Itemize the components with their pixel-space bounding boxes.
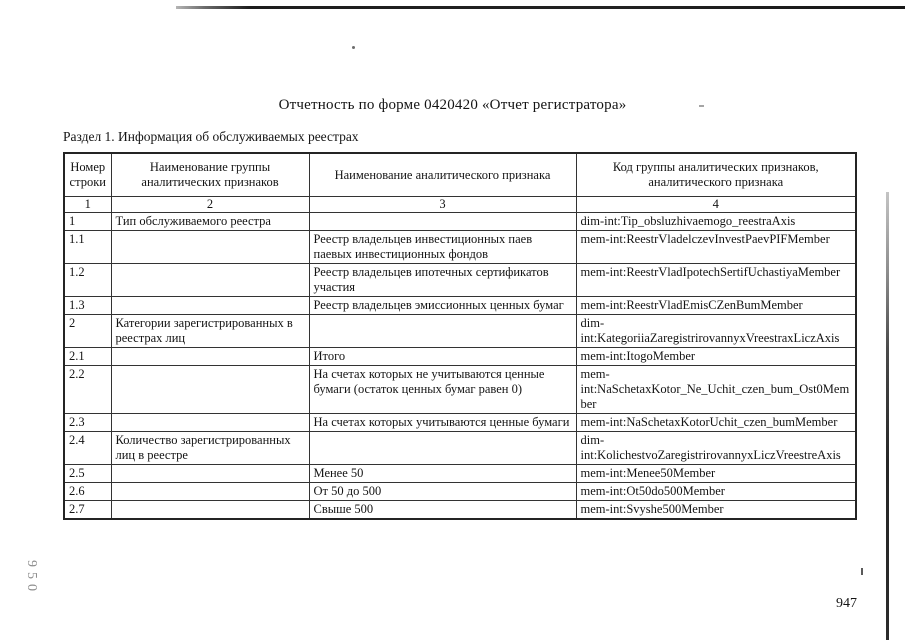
page-title: Отчетность по форме 0420420 «Отчет регистратора»: [278, 97, 627, 113]
code-cell: mem-int:ItogoMember: [576, 348, 856, 366]
side-page-marking: 950: [24, 560, 39, 596]
feature-name-cell: Реестр владельцев эмиссионных ценных бумаг: [309, 297, 576, 315]
table-row: [64, 432, 856, 465]
code-cell: mem-int:ReestrVladelczevInvestPaevPIFMember: [576, 231, 856, 264]
table-row: [64, 264, 856, 297]
row-number-cell: 1: [64, 213, 111, 231]
group-name-cell: [111, 348, 309, 366]
table-row: [64, 483, 856, 501]
feature-name-cell: [309, 432, 576, 465]
row-number-cell: 2: [64, 315, 111, 348]
code-cell: mem-int:NaSchetaxKotorUchit_czen_bumMember: [576, 414, 856, 432]
table-row: [64, 414, 856, 432]
code-cell: dim-int:KolichestvoZaregistrirovannyxLiczVreestreAxis: [576, 432, 856, 465]
feature-name-cell: От 50 до 500: [309, 483, 576, 501]
group-name-cell: [111, 465, 309, 483]
table-row: [64, 231, 856, 264]
code-cell: mem-int:ReestrVladIpotechSertifUchastiyaMember: [576, 264, 856, 297]
table-row: [64, 348, 856, 366]
code-cell: mem-int:Ot50do500Member: [576, 483, 856, 501]
table-row: [64, 366, 856, 414]
scan-speck: [352, 46, 355, 49]
group-name-cell: [111, 366, 309, 414]
feature-name-cell: Реестр владельцев ипотечных сертификатов участия: [309, 264, 576, 297]
code-cell: mem-int:ReestrVladEmisCZenBumMember: [576, 297, 856, 315]
table-row: [64, 501, 856, 520]
table-header-row: [64, 153, 856, 197]
row-number-cell: 1.3: [64, 297, 111, 315]
feature-name-cell: Свыше 500: [309, 501, 576, 520]
row-number-cell: 2.3: [64, 414, 111, 432]
header-feature-name: Наименование аналитического признака: [309, 153, 576, 197]
row-number-cell: 2.7: [64, 501, 111, 520]
column-number-4: 4: [576, 197, 856, 213]
scan-speck: [861, 568, 863, 575]
row-number-cell: 1.2: [64, 264, 111, 297]
group-name-cell: [111, 483, 309, 501]
table-body: [64, 213, 856, 520]
group-name-cell: Категории зарегистрированных в реестрах лиц: [111, 315, 309, 348]
group-name-cell: [111, 414, 309, 432]
feature-name-cell: На счетах которых учитываются ценные бумаги: [309, 414, 576, 432]
registry-table: [63, 152, 857, 520]
group-name-cell: [111, 297, 309, 315]
row-number-cell: 2.6: [64, 483, 111, 501]
header-code: Код группы аналитических признаков, аналитического признака: [576, 153, 856, 197]
group-name-cell: [111, 264, 309, 297]
table-row: [64, 297, 856, 315]
header-row-number: Номер строки: [64, 153, 111, 197]
registry-table-wrapper: [63, 152, 857, 520]
column-number-3: 3: [309, 197, 576, 213]
row-number-cell: 2.4: [64, 432, 111, 465]
code-cell: mem-int:NaSchetaxKotor_Ne_Uchit_czen_bum_Ost0Member: [576, 366, 856, 414]
group-name-cell: Тип обслуживаемого реестра: [111, 213, 309, 231]
section-label: Раздел 1. Информация об обслуживаемых реестрах: [63, 129, 359, 144]
row-number-cell: 2.2: [64, 366, 111, 414]
feature-name-cell: Итого: [309, 348, 576, 366]
table-row: [64, 315, 856, 348]
row-number-cell: 1.1: [64, 231, 111, 264]
code-cell: dim-int:Tip_obsluzhivaemogo_reestraAxis: [576, 213, 856, 231]
feature-name-cell: На счетах которых не учитываются ценные бумаги (остаток ценных бумаг равен 0): [309, 366, 576, 414]
feature-name-cell: Реестр владельцев инвестиционных паев паевых инвестиционных фондов: [309, 231, 576, 264]
row-number-cell: 2.5: [64, 465, 111, 483]
feature-name-cell: [309, 213, 576, 231]
header-group-name: Наименование группы аналитических признаков: [111, 153, 309, 197]
code-cell: mem-int:Menee50Member: [576, 465, 856, 483]
feature-name-cell: Менее 50: [309, 465, 576, 483]
scan-right-edge-line: [886, 192, 889, 640]
group-name-cell: [111, 231, 309, 264]
column-number-2: 2: [111, 197, 309, 213]
table-header: [64, 153, 856, 213]
column-number-row: [64, 197, 856, 213]
feature-name-cell: [309, 315, 576, 348]
row-number-cell: 2.1: [64, 348, 111, 366]
group-name-cell: Количество зарегистрированных лиц в реестре: [111, 432, 309, 465]
table-row: [64, 213, 856, 231]
group-name-cell: [111, 501, 309, 520]
code-cell: mem-int:Svyshe500Member: [576, 501, 856, 520]
table-row: [64, 465, 856, 483]
scan-top-edge-line: [176, 6, 905, 9]
page-number: 947: [836, 596, 857, 611]
column-number-1: 1: [64, 197, 111, 213]
code-cell: dim-int:KategoriiaZaregistrirovannyxVreestraxLiczAxis: [576, 315, 856, 348]
